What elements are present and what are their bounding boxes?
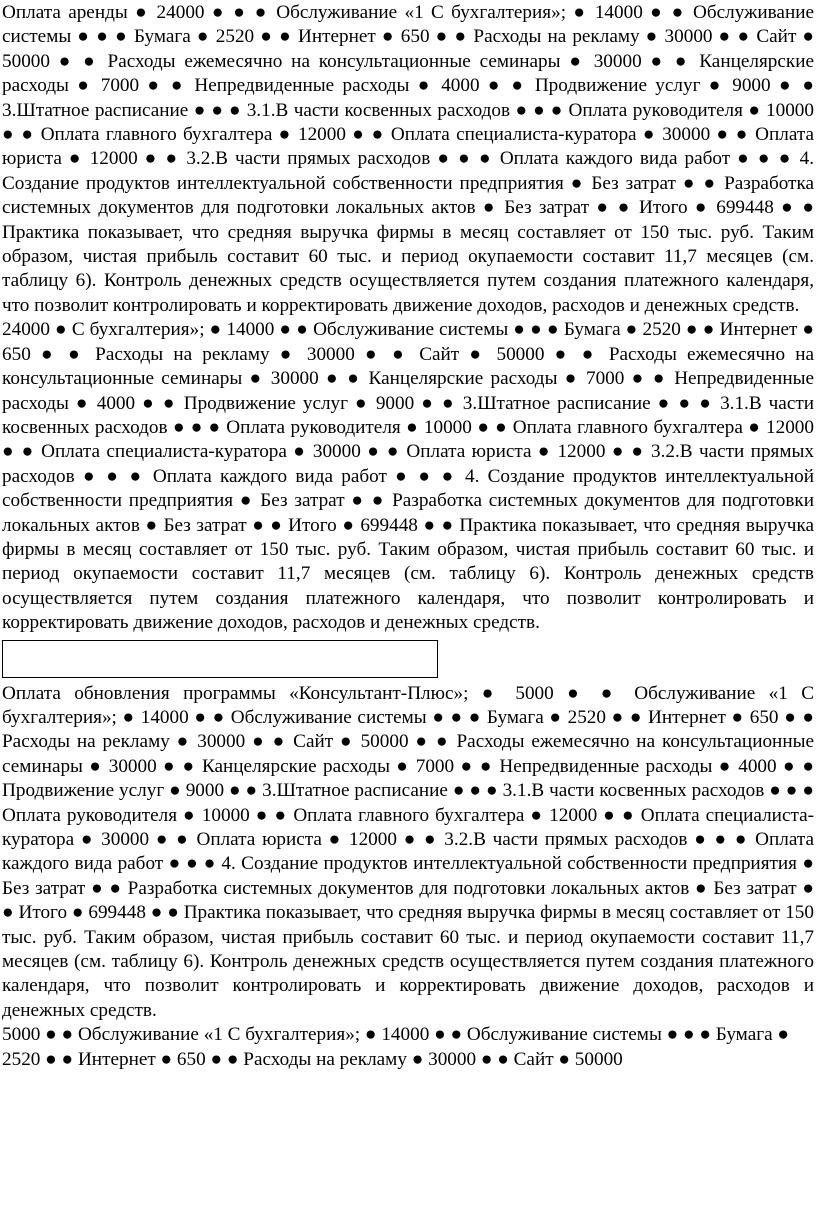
paragraph-4: 5000 ● ● Обслуживание «1 С бухгалтерия»; ● 14000 ● ● Обслуживание системы ● ● ● Бумага ● 2520 ● ● Интернет ● 650 ● ● Расходы на рекламу ● 30000 ● ● Сайт ● 50000 bbox=[2, 1024, 789, 1070]
paragraph-2: 24000 ● С бухгалтерия»; ● 14000 ● ● Обслуживание системы ● ● ● Бумага ● 2520 ● ● Интернет ● 650 ● ● Расходы на рекламу ● 30000 ● ● Сайт ● 50000 ● ● Расходы ежемесячно на консультационные семинары ● 30000 ● ● Канцелярские расходы ● 7000 ● ● Непредвиденные расходы ● 4000 ● ● Продвижение услуг ● 9000 ● ● 3.Штатное расписание ● ● ● 3.1.В части косвенных расходов ● ● ● Оплата руководителя ● 10000 ● ● Оплата главного бухгалтера ● 12000 ● ● Оплата специалиста-куратора ● 30000 ● ● Оплата юриста ● 12000 ● ● 3.2.В части прямых расходов ● ● ● Оплата каждого вида работ ● ● ● 4. Создание продуктов интеллектуальной собственности предприятия ● Без затрат ● ● Разработка системных документов для подготовки локальных актов ● Без затрат ● ● Итого ● 699448 ● ● Практика показывает, что средняя выручка фирмы в месяц составляет от 150 тыс. руб. Таким образом, чистая прибыль составит 60 тыс. и период окупаемости составит 11,7 месяцев (см. таблицу 6). Контроль денежных средств осуществляется путем создания платежного календаря, что позволит контролировать и корректировать движение доходов, расходов и денежных средств. bbox=[2, 319, 814, 634]
paragraph-3: Оплата обновления программы «Консультант-Плюс»; ● 5000 ● ● Обслуживание «1 С бухгалтерия»; ● 14000 ● ● Обслуживание системы ● ● ● Бумага ● 2520 ● ● Интернет ● 650 ● ● Расходы на рекламу ● 30000 ● ● Сайт ● 50000 ● ● Расходы ежемесячно на консультационные семинары ● 30000 ● ● Канцелярские расходы ● 7000 ● ● Непредвиденные расходы ● 4000 ● ● Продвижение услуг ● 9000 ● ● 3.Штатное расписание ● ● ● 3.1.В части косвенных расходов ● ● ● Оплата руководителя ● 10000 ● ● Оплата главного бухгалтера ● 12000 ● ● Оплата специалиста-куратора ● 30000 ● ● Оплата юриста ● 12000 ● ● 3.2.В части прямых расходов ● ● ● Оплата каждого вида работ ● ● ● 4. Создание продуктов интеллектуальной собственности предприятия ● Без затрат ● ● Разработка системных документов для подготовки локальных актов ● Без затрат ● ● Итого ● 699448 ● ● Практика показывает, что средняя выручка фирмы в месяц составляет от 150 тыс. руб. Таким образом, чистая прибыль составит 60 тыс. и период окупаемости составит 11,7 месяцев (см. таблицу 6). Контроль денежных средств осуществляется путем создания платежного календаря, что позволит контролировать и корректировать движение доходов, расходов и денежных средств. bbox=[2, 682, 814, 1021]
empty-input-box bbox=[2, 640, 438, 678]
document-page bbox=[2, 0, 814, 1072]
paragraph-1: Оплата аренды ● 24000 ● ● ● Обслуживание «1 С бухгалтерия»; ● 14000 ● ● Обслуживание системы ● ● ● Бумага ● 2520 ● ● Интернет ● 650 ● ● Расходы на рекламу ● 30000 ● ● Сайт ● 50000 ● ● Расходы ежемесячно на консультационные семинары ● 30000 ● ● Канцелярские расходы ● 7000 ● ● Непредвиденные расходы ● 4000 ● ● Продвижение услуг ● 9000 ● ● 3.Штатное расписание ● ● ● 3.1.В части косвенных расходов ● ● ● Оплата руководителя ● 10000 ● ● Оплата главного бухгалтера ● 12000 ● ● Оплата специалиста-куратора ● 30000 ● ● Оплата юриста ● 12000 ● ● 3.2.В части прямых расходов ● ● ● Оплата каждого вида работ ● ● ● 4. Создание продуктов интеллектуальной собственности предприятия ● Без затрат ● ● Разработка системных документов для подготовки локальных актов ● Без затрат ● ● Итого ● 699448 ● ● Практика показывает, что средняя выручка фирмы в месяц составляет от 150 тыс. руб. Таким образом, чистая прибыль составит 60 тыс. и период окупаемости составит 11,7 месяцев (см. таблицу 6). Контроль денежных средств осуществляется путем создания платежного календаря, что позволит контролировать и корректировать движение доходов, расходов и денежных средств. bbox=[2, 2, 814, 316]
